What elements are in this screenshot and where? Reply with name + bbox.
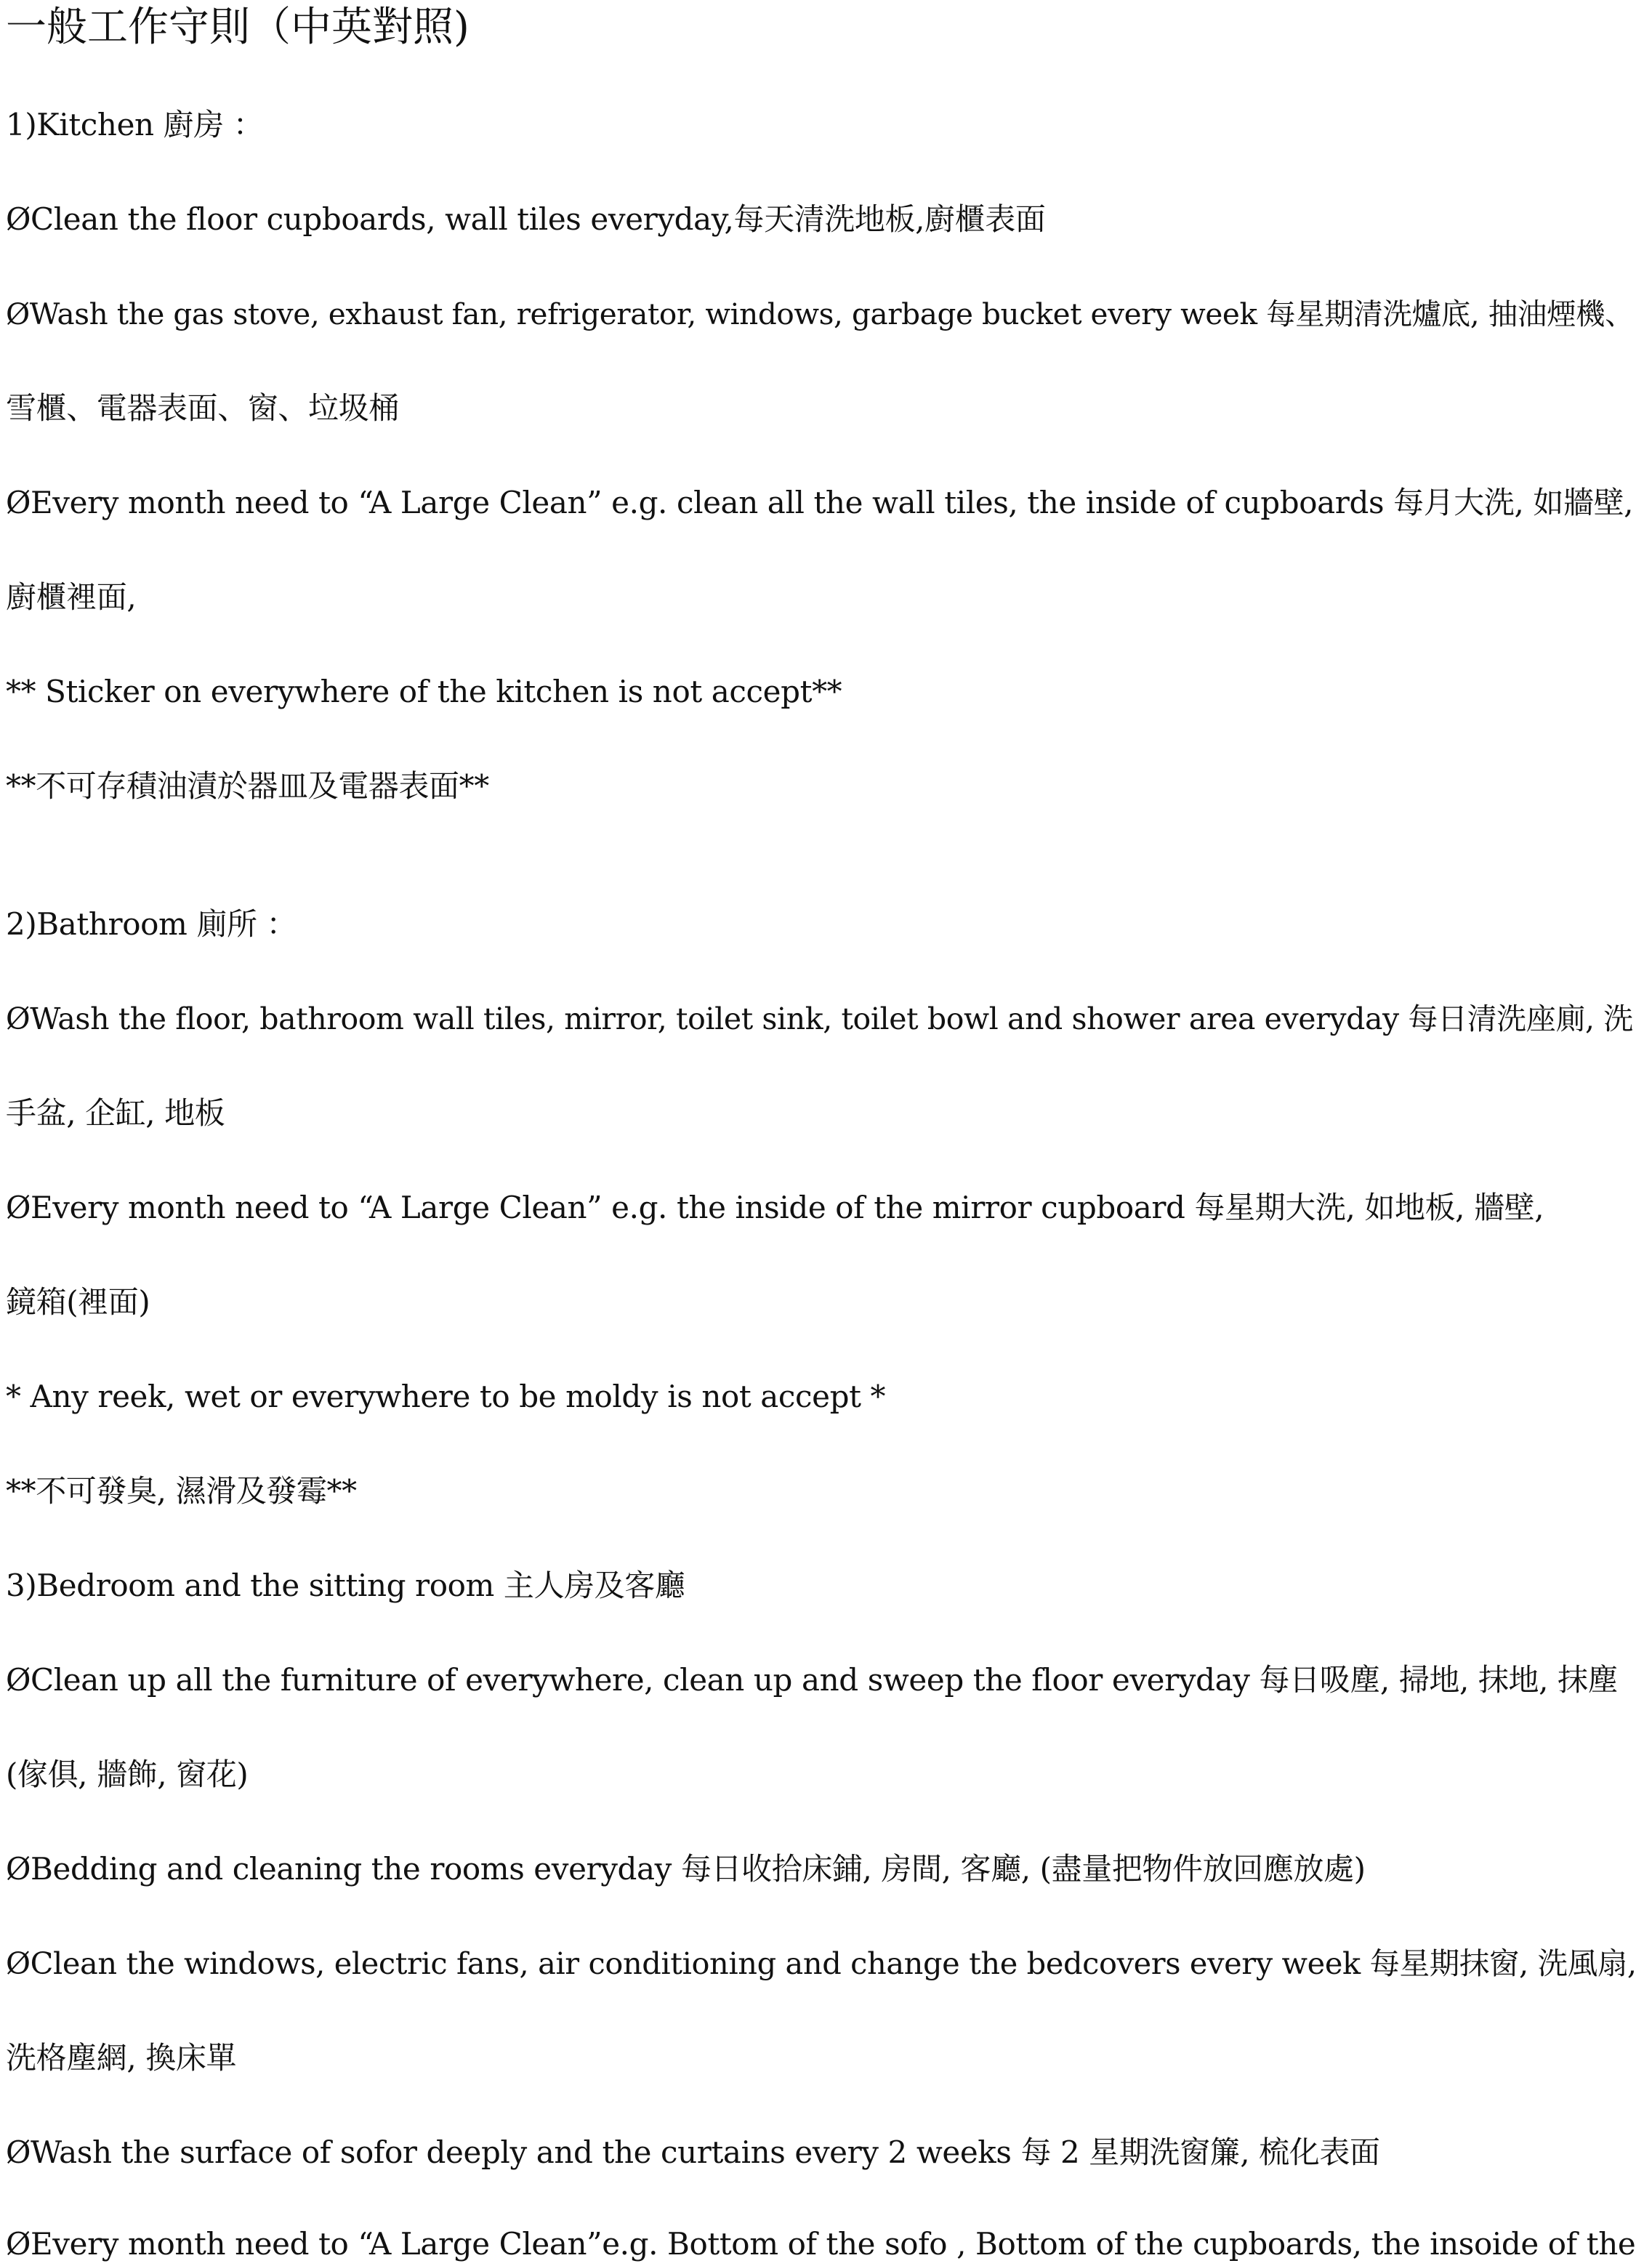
kitchen-rule-weekly-cont: 雪櫃、電器表面、窗、垃圾桶 xyxy=(6,390,399,426)
bathroom-rule-daily: ØWash the floor, bathroom wall tiles, mirror, toilet sink, toilet bowl and shower area everyday 每日清洗座廁, 洗 xyxy=(6,1001,1633,1036)
bathroom-note-english: * Any reek, wet or everywhere to be moldy is not accept * xyxy=(6,1379,886,1414)
bathroom-rule-monthly-cont: 鏡箱(裡面) xyxy=(6,1284,150,1320)
bedroom-rule-furniture: ØClean up all the furniture of everywhere, clean up and sweep the floor everyday 每日吸塵, 掃地, 抹地, 抹塵 xyxy=(6,1662,1619,1698)
kitchen-rule-daily: ØClean the floor cupboards, wall tiles everyday,每天清洗地板,廚櫃表面 xyxy=(6,201,1046,237)
bedroom-rule-furniture-cont: (傢俱, 牆飾, 窗花) xyxy=(6,1757,249,1792)
bedroom-rule-weekly: ØClean the windows, electric fans, air conditioning and change the bedcovers every week 每星期抹窗, 洗風扇, xyxy=(6,1946,1637,1981)
bedroom-heading: 3)Bedroom and the sitting room 主人房及客廳 xyxy=(6,1568,685,1603)
kitchen-note-chinese: **不可存積油漬於器皿及電器表面** xyxy=(6,768,489,804)
bedroom-rule-bedding: ØBedding and cleaning the rooms everyday 每日收拾床鋪, 房間, 客廳, (盡量把物件放回應放處) xyxy=(6,1851,1366,1887)
kitchen-rule-monthly-cont: 廚櫃裡面, xyxy=(6,579,137,615)
kitchen-rule-weekly: ØWash the gas stove, exhaust fan, refrigerator, windows, garbage bucket every week 每星期清洗爐底, 抽油煙機、 xyxy=(6,297,1635,331)
bedroom-rule-weekly-cont: 洗格塵網, 換床單 xyxy=(6,2040,237,2076)
document-title: 一般工作守則（中英對照) xyxy=(6,4,470,51)
bathroom-note-chinese: **不可發臭, 濕滑及發霉** xyxy=(6,1473,357,1509)
kitchen-rule-monthly: ØEvery month need to “A Large Clean” e.g. clean all the wall tiles, the inside of cupboards 每月大洗, 如牆壁, xyxy=(6,485,1634,520)
bathroom-rule-monthly: ØEvery month need to “A Large Clean” e.g. the inside of the mirror cupboard 每星期大洗, 如地板, 牆壁, xyxy=(6,1190,1544,1225)
bathroom-rule-daily-cont: 手盆, 企缸, 地板 xyxy=(6,1095,225,1131)
kitchen-heading: 1)Kitchen 廚房 ： xyxy=(6,107,264,142)
bedroom-rule-monthly: ØEvery month need to “A Large Clean”e.g. Bottom of the sofo , Bottom of the cupboards, the insoide of the xyxy=(6,2226,1636,2262)
bathroom-heading: 2)Bathroom 廁所 ： xyxy=(6,906,297,942)
kitchen-note-english: ** Sticker on everywhere of the kitchen is not accept** xyxy=(6,674,842,709)
bedroom-rule-biweekly: ØWash the surface of sofor deeply and the curtains every 2 weeks 每 2 星期洗窗簾, 梳化表面 xyxy=(6,2134,1380,2170)
